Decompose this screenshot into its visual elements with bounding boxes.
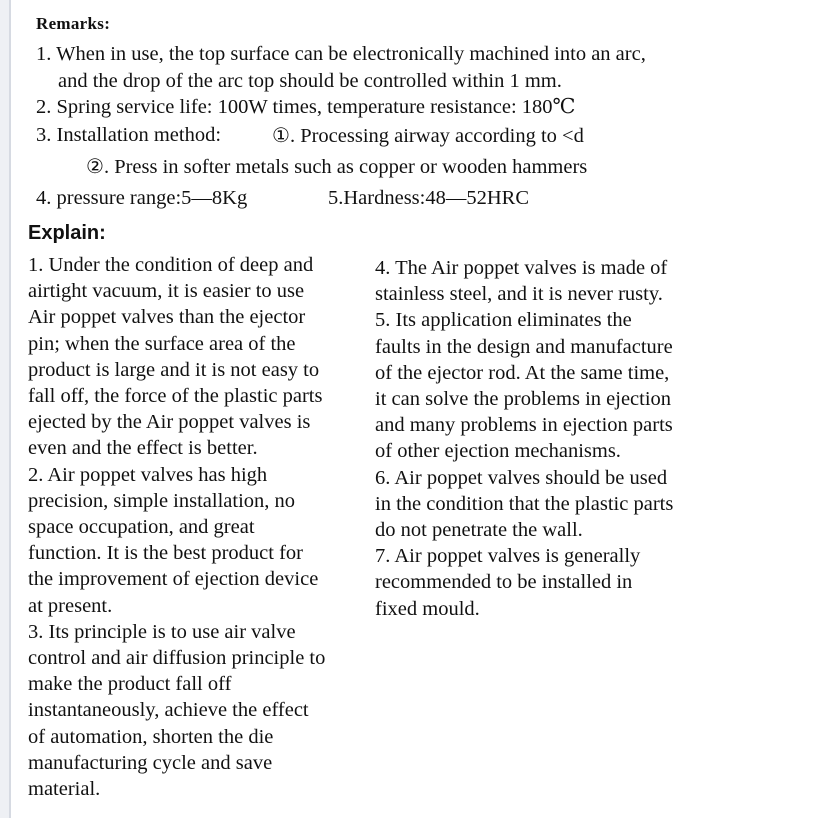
explain-line: do not penetrate the wall. xyxy=(375,519,583,542)
explain-line: 1. Under the condition of deep and xyxy=(28,254,314,276)
explain-line: at present. xyxy=(28,594,113,617)
explain-line: of the ejector rod. At the same time, xyxy=(375,361,670,384)
explain-line: manufacturing cycle and save xyxy=(28,751,273,774)
explain-line: ejected by the Air poppet valves is xyxy=(28,411,311,434)
explain-line: it can solve the problems in ejection xyxy=(375,388,672,411)
explain-line: precision, simple installation, no xyxy=(28,489,296,512)
explain-line: 6. Air poppet valves should be used xyxy=(375,466,668,489)
explain-title: Explain: xyxy=(28,222,106,244)
explain-line: fixed mould. xyxy=(375,597,480,620)
remark-item-4: 4. pressure range:5—8Kg xyxy=(36,187,248,209)
left-margin-bar xyxy=(0,0,9,818)
explain-line: fall off, the force of the plastic parts xyxy=(28,385,323,408)
explain-line: 3. Its principle is to use air valve xyxy=(28,620,296,643)
explain-line: 4. The Air poppet valves is made of xyxy=(375,257,668,279)
left-margin-divider xyxy=(9,0,11,818)
explain-line: control and air diffusion principle to xyxy=(28,647,326,670)
explain-line: make the product fall off xyxy=(28,673,232,696)
explain-line: 2. Air poppet valves has high xyxy=(28,463,268,486)
explain-line: in the condition that the plastic parts xyxy=(375,492,674,515)
explain-left-column xyxy=(28,252,368,802)
circled-one-marker: ① xyxy=(272,123,290,147)
remark-item-1-line-2: and the drop of the arc top should be controlled within 1 mm. xyxy=(58,70,562,92)
explain-line: instantaneously, achieve the effect xyxy=(28,699,309,722)
explain-line: pin; when the surface area of the xyxy=(28,332,296,355)
explain-line: of automation, shorten the die xyxy=(28,725,274,748)
explain-line: recommended to be installed in xyxy=(375,571,633,594)
explain-line: 5. Its application eliminates the xyxy=(375,309,632,332)
remark-item-3-step-2 xyxy=(86,156,587,178)
explain-line: faults in the design and manufacture xyxy=(375,335,673,358)
remark-item-2: 2. Spring service life: 100W times, temperature resistance: 180℃ xyxy=(36,96,576,118)
remark-item-3-step-1-text: . Processing airway according to <d xyxy=(289,125,584,147)
explain-line: even and the effect is better. xyxy=(28,437,258,460)
explain-line: 7. Air poppet valves is generally xyxy=(375,545,641,568)
explain-line: airtight vacuum, it is easier to use xyxy=(28,280,305,303)
circled-two-marker: ② xyxy=(86,154,104,178)
explain-line: Air poppet valves than the ejector xyxy=(28,306,306,329)
explain-line: stainless steel, and it is never rusty. xyxy=(375,283,663,306)
explain-line: function. It is the best product for xyxy=(28,542,303,565)
remark-item-5: 5.Hardness:48—52HRC xyxy=(328,187,530,209)
explain-line: the improvement of ejection device xyxy=(28,568,319,591)
remark-item-3-step-1 xyxy=(272,125,584,147)
explain-right-column xyxy=(375,255,720,622)
explain-line: and many problems in ejection parts xyxy=(375,414,673,437)
remark-item-1-line-1: 1. When in use, the top surface can be electronically machined into an arc, xyxy=(36,43,646,65)
explain-line: space occupation, and great xyxy=(28,516,255,539)
explain-line: of other ejection mechanisms. xyxy=(375,440,621,463)
remark-item-3-step-2-text: . Press in softer metals such as copper or wooden hammers xyxy=(103,156,588,178)
remark-item-3-label: 3. Installation method: xyxy=(36,124,222,146)
explain-line: material. xyxy=(28,778,101,801)
explain-line: product is large and it is not easy to xyxy=(28,358,320,381)
remarks-title: Remarks: xyxy=(36,14,111,33)
